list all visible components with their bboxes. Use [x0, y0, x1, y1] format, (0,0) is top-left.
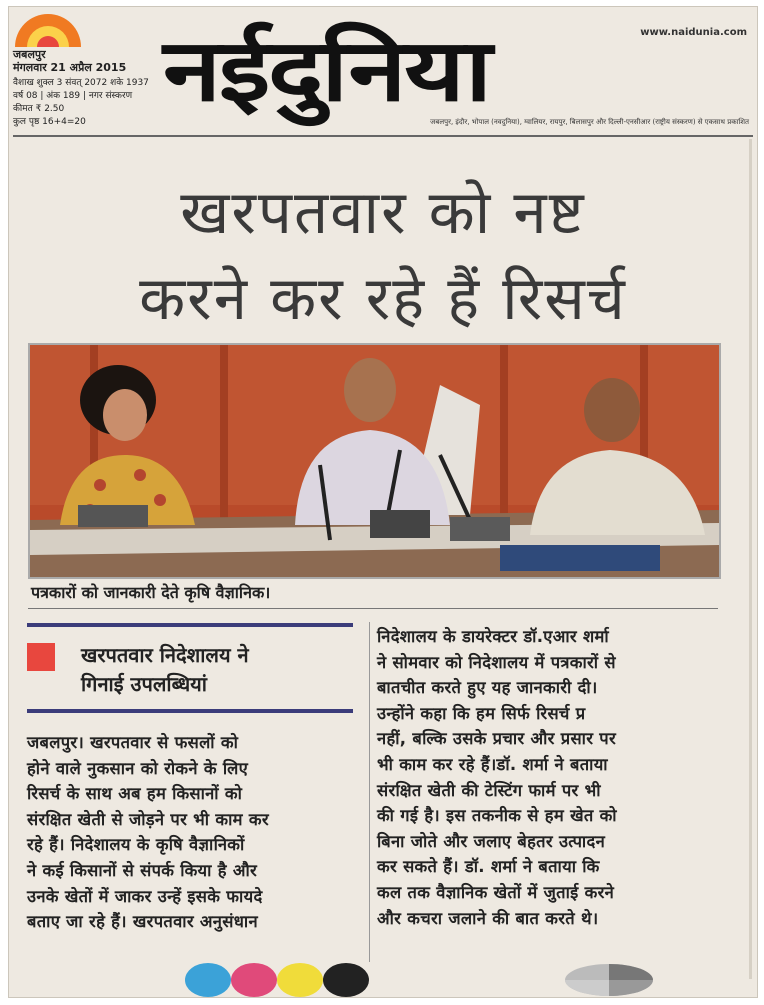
page-edge-shadow [749, 139, 752, 979]
body-line: संरक्षित खेती से जोड़ने पर भी काम कर [27, 809, 269, 829]
hindu-calendar-date: वैशाख शुक्ल 3 संवत् 2072 शके 1937 [13, 78, 149, 88]
body-line: उनके खेतों में जाकर उन्हें इसके फायदे [27, 886, 263, 906]
subhead-rule-bottom [27, 709, 353, 713]
body-column-right [377, 624, 719, 931]
issue-date: मंगलवार 21 अप्रैल 2015 [13, 61, 127, 74]
body-line: बिना जोते और जलाए बेहतर उत्पादन [377, 831, 606, 851]
page-count: कुल पृष्ठ 16+4=20 [13, 117, 86, 127]
body-line: रहे हैं। निदेशालय के कृषि वैज्ञानिकों [27, 835, 245, 855]
column-divider [369, 622, 370, 962]
press-conference-photo [28, 343, 721, 579]
registration-dot-magenta-icon [231, 963, 277, 997]
volume-issue: वर्ष 08 | अंक 189 | नगर संस्करण [13, 91, 133, 101]
body-line: होने वाले नुकसान को रोकने के लिए [27, 758, 249, 778]
body-line: रिसर्च के साथ अब हम किसानों को [27, 784, 243, 804]
headline-line-1: खरपतवार को नष्ट [180, 178, 586, 248]
body-line: बताए जा रहे हैं। खरपतवार अनुसंधान [27, 912, 258, 932]
website-url: www.naidunia.com [640, 27, 747, 38]
editions-line: जबलपुर, इंदौर, भोपाल (नवदुनिया), ग्वालियर, रायपुर, बिलासपुर और दिल्ली-एनसीआर (राष्ट्रीय संस्करण) से एकसाथ प्रकाशित [430, 118, 749, 126]
masthead-rule [13, 135, 753, 137]
body-line: बातचीत करते हुए यह जानकारी दी। [377, 678, 598, 698]
body-line: कल तक वैज्ञानिक खेतों में जुताई करने [377, 882, 615, 902]
masthead [159, 15, 751, 129]
red-square-marker-icon [27, 643, 55, 671]
body-line: और कचरा जलाने की बात करते थे। [377, 908, 599, 928]
subheading-line-1: खरपतवार निदेशालय ने [81, 643, 249, 667]
newspaper-clipping [8, 6, 758, 998]
body-line: कर सकते हैं। डॉ. शर्मा ने बताया कि [377, 857, 600, 877]
newspaper-name: नईदुनिया [163, 21, 490, 121]
body-line: नहीं, बल्कि उसके प्रचार और प्रसार पर [377, 729, 617, 749]
body-line: उन्होंने कहा कि हम सिर्फ रिसर्च प्र [377, 703, 586, 723]
edition-city: जबलपुर [13, 48, 46, 61]
subheading [81, 641, 249, 699]
registration-dot-yellow-icon [277, 963, 323, 997]
body-line: ने सोमवार को निदेशालय में पत्रकारों से [377, 652, 616, 672]
naidunia-sun-logo-icon [13, 11, 83, 47]
body-line: संरक्षित खेती की टेस्टिंग फार्म पर भी [377, 780, 601, 800]
registration-dot-cyan-icon [185, 963, 231, 997]
photo-caption: पत्रकारों को जानकारी देते कृषि वैज्ञानिक। [31, 583, 271, 602]
body-line: ने कई किसानों से संपर्क किया है और [27, 860, 258, 880]
price: कीमत ₹ 2.50 [13, 104, 65, 114]
caption-rule [28, 608, 718, 609]
headline-line-2: करने कर रहे हैं रिसर्च [139, 264, 627, 334]
body-line: जबलपुर। खरपतवार से फसलों को [27, 733, 239, 752]
body-column-left [27, 730, 362, 935]
color-registration-pie-icon [564, 963, 654, 997]
body-line: निदेशालय के डायरेक्टर डॉ.एआर शर्मा [377, 627, 609, 646]
subhead-rule-top [27, 623, 353, 627]
registration-dot-black-icon [323, 963, 369, 997]
subheading-line-2: गिनाई उपलब्धियां [81, 672, 207, 696]
body-line: की गई है। इस तकनीक से हम खेत को [377, 806, 617, 826]
body-line: भी काम कर रहे हैं।डॉ. शर्मा ने बताया [377, 754, 608, 774]
